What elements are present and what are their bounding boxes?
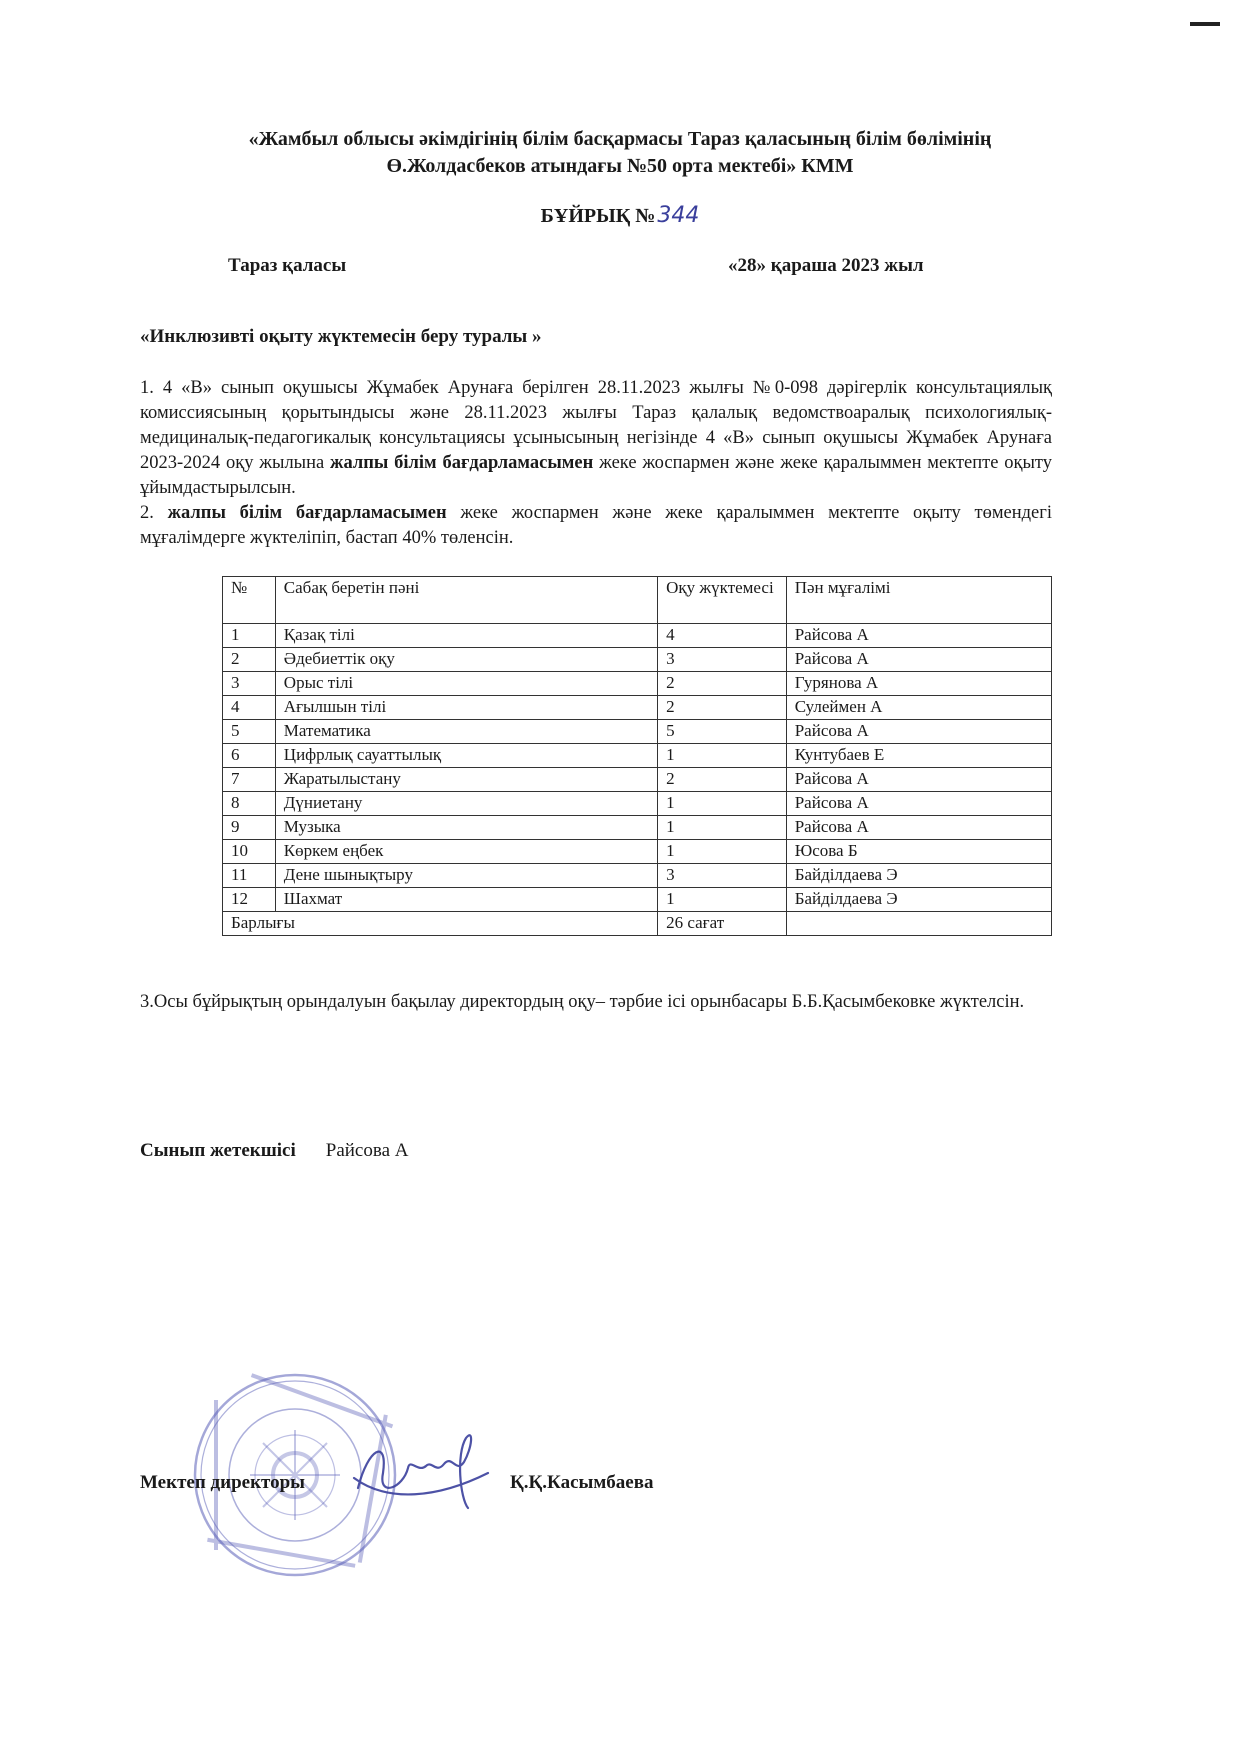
row-subject: Көркем еңбек bbox=[275, 840, 657, 864]
row-load: 2 bbox=[658, 696, 787, 720]
row-teacher: Райсова А bbox=[786, 768, 1051, 792]
row-subject: Әдебиеттік оқу bbox=[275, 648, 657, 672]
org-title-line2: Ө.Жолдасбеков атындағы №50 орта мектебі» КММ bbox=[386, 155, 854, 177]
row-subject: Шахмат bbox=[275, 888, 657, 912]
row-load: 1 bbox=[658, 840, 787, 864]
table-row bbox=[223, 696, 1052, 720]
table-row bbox=[223, 624, 1052, 648]
order-date: «28» қараша 2023 жыл bbox=[728, 255, 924, 276]
row-subject: Математика bbox=[275, 720, 657, 744]
row-load: 1 bbox=[658, 744, 787, 768]
org-title-line1: «Жамбыл облысы әкімдігінің білім басқармасы Тараз қаласының білім бөлімінің bbox=[248, 128, 992, 150]
total-value: 26 сағат bbox=[658, 912, 787, 936]
table-total-row bbox=[223, 912, 1052, 936]
table-row bbox=[223, 792, 1052, 816]
paragraph-1-text-end: жеке жоспармен және жеке қаралыммен мектепте оқыту ұйымдастырылсын. bbox=[140, 453, 1052, 498]
row-number: 10 bbox=[223, 840, 276, 864]
row-teacher: Райсова А bbox=[786, 624, 1051, 648]
director-name: Қ.Қ.Касымбаева bbox=[510, 1472, 654, 1493]
row-load: 2 bbox=[658, 672, 787, 696]
paragraph-1-bold: жалпы білім бағдарламасымен bbox=[330, 453, 594, 473]
table-row bbox=[223, 888, 1052, 912]
row-teacher: Райсова А bbox=[786, 792, 1051, 816]
paragraph-1-text: 1. 4 «В» сынып оқушысы Жұмабек Арунаға берілген 28.11.2023 жылғы №0-098 дәрігерлік консультациялық комиссиясының қорытындысы және 28.11.2023 жылғы Тараз қалалық ведомствоаралық психологиялық-медициналық-педагогикалық консультациясы ұсынысының негізінде 4 «В» сынып оқушысы Жұмабек Арунаға 2023-2024 оқу жылына bbox=[140, 378, 1052, 473]
table-row bbox=[223, 648, 1052, 672]
order-body bbox=[140, 376, 1052, 551]
paragraph-3: 3.Осы бұйрықтың орындалуын бақылау директордың оқу– тәрбие ісі орынбасары Б.Б.Қасымбековке жүктелсін. bbox=[140, 992, 1025, 1012]
total-label: Барлығы bbox=[223, 912, 658, 936]
row-load: 3 bbox=[658, 864, 787, 888]
table-row bbox=[223, 864, 1052, 888]
director-label: Мектеп директоры bbox=[140, 1472, 306, 1493]
column-header-teacher: Пән мұғалімі bbox=[786, 577, 1051, 624]
row-subject: Қазақ тілі bbox=[275, 624, 657, 648]
class-teacher-line bbox=[140, 1140, 408, 1162]
row-number: 4 bbox=[223, 696, 276, 720]
row-number: 9 bbox=[223, 816, 276, 840]
column-header-subject: Сабақ беретін пәні bbox=[275, 577, 657, 624]
director-signature-icon bbox=[348, 1418, 498, 1528]
order-heading bbox=[0, 203, 1240, 228]
row-load: 4 bbox=[658, 624, 787, 648]
order-number: 344 bbox=[657, 203, 700, 228]
row-load: 3 bbox=[658, 648, 787, 672]
total-empty-cell bbox=[786, 912, 1051, 936]
paragraph-1 bbox=[140, 376, 1052, 501]
row-number: 2 bbox=[223, 648, 276, 672]
organization-title bbox=[100, 126, 1140, 180]
row-load: 2 bbox=[658, 768, 787, 792]
row-number: 12 bbox=[223, 888, 276, 912]
table-row bbox=[223, 672, 1052, 696]
row-load: 1 bbox=[658, 888, 787, 912]
row-subject: Орыс тілі bbox=[275, 672, 657, 696]
row-number: 11 bbox=[223, 864, 276, 888]
city-label: Тараз қаласы bbox=[228, 255, 347, 276]
row-subject: Ағылшын тілі bbox=[275, 696, 657, 720]
teaching-load-table bbox=[222, 576, 1052, 936]
row-teacher: Райсова А bbox=[786, 816, 1051, 840]
row-teacher: Райсова А bbox=[786, 720, 1051, 744]
order-label: БҰЙРЫҚ № bbox=[540, 205, 656, 227]
row-number: 8 bbox=[223, 792, 276, 816]
row-teacher: Сулеймен А bbox=[786, 696, 1051, 720]
column-header-load: Оқу жүктемесі bbox=[658, 577, 787, 624]
row-subject: Дене шынықтыру bbox=[275, 864, 657, 888]
row-teacher: Гурянова А bbox=[786, 672, 1051, 696]
column-header-number: № bbox=[223, 577, 276, 624]
row-teacher: Юсова Б bbox=[786, 840, 1051, 864]
row-number: 3 bbox=[223, 672, 276, 696]
table-header-row bbox=[223, 577, 1052, 624]
class-teacher-name: Райсова А bbox=[325, 1140, 409, 1161]
row-subject: Цифрлық сауаттылық bbox=[275, 744, 657, 768]
row-load: 5 bbox=[658, 720, 787, 744]
row-number: 5 bbox=[223, 720, 276, 744]
paragraph-2-text: жеке жоспармен және жеке қаралыммен мектепте оқыту төмендегі мұғалімдерге жүктеліпіп, бастап 40% төленсін. bbox=[140, 503, 1053, 548]
row-teacher: Байділдаева Э bbox=[786, 888, 1051, 912]
row-number: 1 bbox=[223, 624, 276, 648]
row-teacher: Кунтубаев Е bbox=[786, 744, 1051, 768]
paragraph-2-bold: жалпы білім бағдарламасымен bbox=[167, 503, 447, 523]
row-load: 1 bbox=[658, 816, 787, 840]
class-teacher-label: Сынып жетекшісі bbox=[140, 1140, 296, 1161]
row-subject: Дүниетану bbox=[275, 792, 657, 816]
paragraph-2-prefix: 2. bbox=[140, 503, 168, 523]
table-row bbox=[223, 816, 1052, 840]
row-subject: Жаратылыстану bbox=[275, 768, 657, 792]
table-row bbox=[223, 744, 1052, 768]
table-row bbox=[223, 768, 1052, 792]
row-number: 7 bbox=[223, 768, 276, 792]
paragraph-2 bbox=[140, 501, 1052, 551]
table-row bbox=[223, 840, 1052, 864]
order-subject: «Инклюзивті оқыту жүктемесін беру туралы » bbox=[140, 326, 542, 347]
table-row bbox=[223, 720, 1052, 744]
table-body bbox=[223, 624, 1052, 912]
row-teacher: Райсова А bbox=[786, 648, 1051, 672]
row-number: 6 bbox=[223, 744, 276, 768]
scan-edge-mark bbox=[1190, 22, 1220, 26]
row-subject: Музыка bbox=[275, 816, 657, 840]
row-teacher: Байділдаева Э bbox=[786, 864, 1051, 888]
row-load: 1 bbox=[658, 792, 787, 816]
